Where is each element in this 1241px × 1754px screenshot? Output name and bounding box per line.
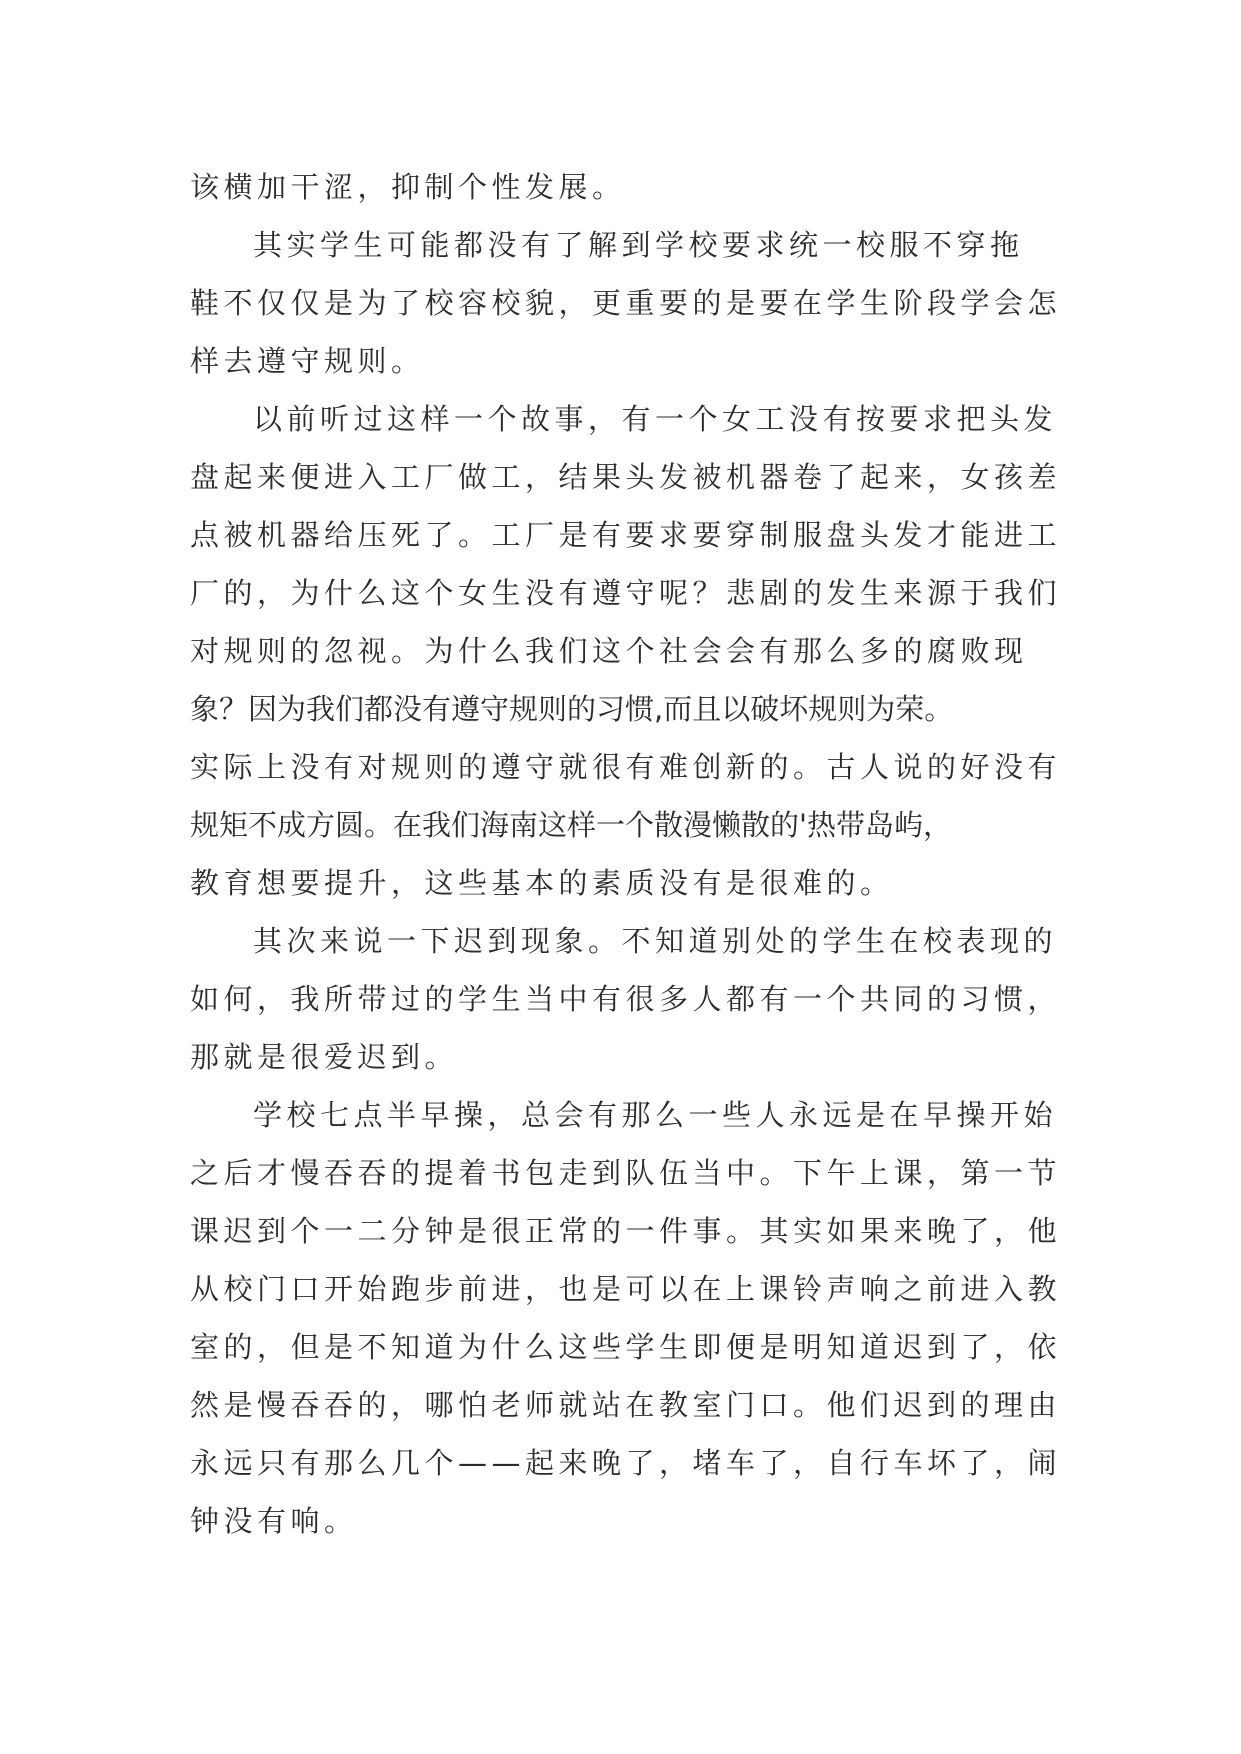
text-line: 点被机器给压死了。工厂是有要求要穿制服盘头发才能进工 [190, 518, 1062, 552]
text-line: 那就是很爱迟到。 [190, 1040, 459, 1074]
text-line: 厂的，为什么这个女生没有遵守呢？悲剧的发生来源于我们 [190, 576, 1062, 610]
paragraph-first-line: 其次来说一下迟到现象。不知道别处的学生在校表现的 [253, 924, 1058, 958]
text-line: 然是慢吞吞的，哪怕老师就站在教室门口。他们迟到的理由 [190, 1388, 1062, 1422]
text-line: 规矩不成方圆。在我们海南这样一个散漫懒散的'热带岛屿， [190, 808, 952, 842]
text-line: 该横加干涩，抑制个性发展。 [190, 170, 626, 204]
text-line: 实际上没有对规则的遵守就很有难创新的。古人说的好没有 [190, 750, 1062, 784]
text-line: 对规则的忽视。为什么我们这个社会会有那么多的腐败现 [190, 634, 1028, 668]
text-line: 室的，但是不知道为什么这些学生即便是明知道迟到了，依 [190, 1330, 1062, 1364]
paragraph-first-line: 学校七点半早操，总会有那么一些人永远是在早操开始 [253, 1098, 1058, 1132]
text-line: 课迟到个一二分钟是很正常的一件事。其实如果来晚了，他 [190, 1214, 1062, 1248]
text-line: 如何，我所带过的学生当中有很多人都有一个共同的习惯， [190, 982, 1062, 1016]
text-line: 之后才慢吞吞的提着书包走到队伍当中。下午上课，第一节 [190, 1156, 1062, 1190]
text-line: 鞋不仅仅是为了校容校貌，更重要的是要在学生阶段学会怎 [190, 286, 1062, 320]
text-line: 象？因为我们都没有遵守规则的习惯,而且以破坏规则为荣。 [190, 692, 954, 726]
text-line: 样去遵守规则。 [190, 344, 425, 378]
text-line: 钟没有响。 [190, 1504, 358, 1538]
paragraph-first-line: 以前听过这样一个故事，有一个女工没有按要求把头发 [253, 402, 1058, 436]
text-line: 永远只有那么几个——起来晚了，堵车了，自行车坏了，闹 [190, 1446, 1062, 1480]
document-body [190, 158, 1060, 1550]
text-line: 盘起来便进入工厂做工，结果头发被机器卷了起来，女孩差 [190, 460, 1062, 494]
text-line: 从校门口开始跑步前进，也是可以在上课铃声响之前进入教 [190, 1272, 1062, 1306]
paragraph-first-line: 其实学生可能都没有了解到学校要求统一校服不穿拖 [253, 228, 1024, 262]
text-line: 教育想要提升，这些基本的素质没有是很难的。 [190, 866, 894, 900]
